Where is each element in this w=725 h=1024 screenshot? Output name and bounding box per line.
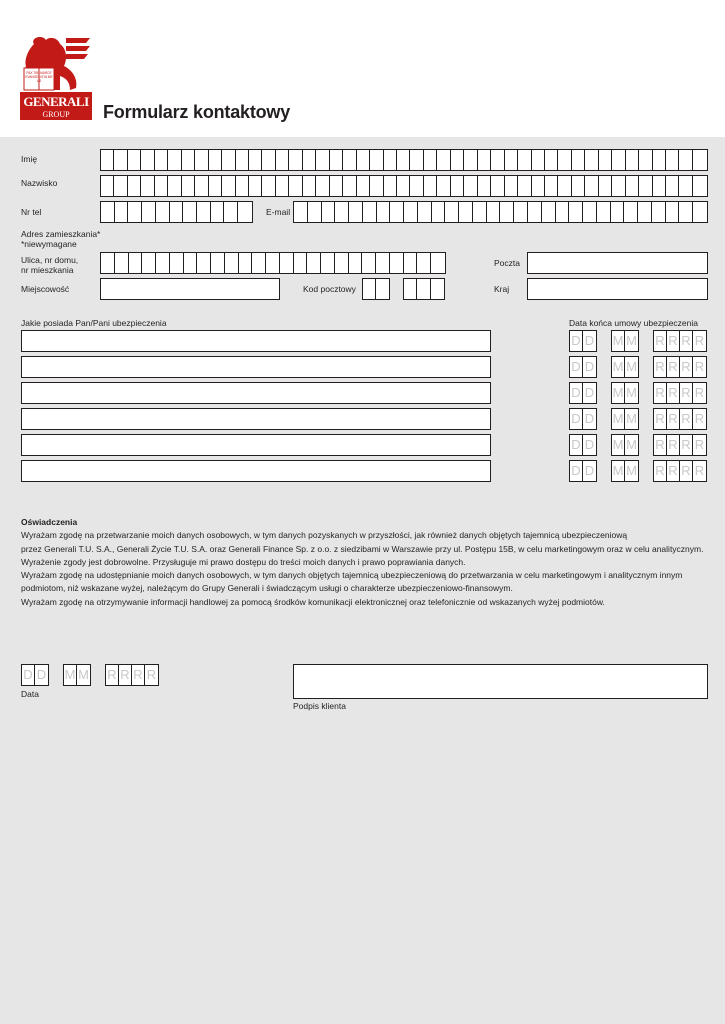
date-placeholder-char: M — [612, 383, 625, 403]
char-cell[interactable] — [343, 176, 356, 196]
char-cell[interactable] — [141, 150, 154, 170]
char-cell[interactable] — [500, 202, 514, 222]
char-cell[interactable] — [141, 176, 154, 196]
char-cell[interactable] — [585, 176, 598, 196]
brand-bar — [20, 92, 92, 120]
date-placeholder-char: R — [694, 333, 705, 348]
date-placeholder-char: M — [612, 331, 625, 351]
char-cell[interactable] — [612, 176, 625, 196]
char-cell[interactable] — [545, 150, 558, 170]
year-cells[interactable] — [653, 460, 707, 482]
date-placeholder-char: M — [626, 359, 637, 374]
char-cell[interactable] — [432, 202, 446, 222]
char-cell[interactable] — [410, 150, 423, 170]
lion-book-text: PAX TIBI MARCE EVANGELISTA MEUS — [25, 71, 53, 83]
date-placeholder-char: R — [654, 331, 667, 351]
char-cell[interactable] — [370, 176, 383, 196]
char-cell[interactable] — [114, 150, 127, 170]
char-cell[interactable] — [128, 202, 142, 222]
char-cell[interactable] — [410, 176, 423, 196]
char-cell[interactable] — [639, 150, 652, 170]
year-cells[interactable] — [653, 434, 707, 456]
char-cell[interactable] — [101, 176, 114, 196]
char-cell[interactable] — [487, 202, 501, 222]
char-cell[interactable] — [626, 176, 639, 196]
char-cell[interactable] — [556, 202, 570, 222]
char-cell[interactable] — [491, 176, 504, 196]
date-placeholder-char: M — [612, 409, 625, 429]
char-cell[interactable] — [238, 202, 252, 222]
char-cell[interactable] — [679, 176, 692, 196]
date-placeholder-char: D — [570, 357, 583, 377]
char-cell[interactable] — [384, 150, 397, 170]
char-cell[interactable] — [679, 202, 693, 222]
char-cell[interactable] — [182, 176, 195, 196]
char-cell[interactable] — [478, 150, 491, 170]
char-cell[interactable] — [308, 202, 322, 222]
char-cell[interactable] — [183, 202, 197, 222]
char-cell[interactable] — [128, 176, 141, 196]
char-cell[interactable] — [249, 176, 262, 196]
date-placeholder-char: D — [22, 665, 35, 685]
char-cell[interactable] — [518, 150, 531, 170]
char-cell[interactable] — [343, 150, 356, 170]
year-cells[interactable] — [653, 356, 707, 378]
insurance-input-2[interactable] — [21, 356, 491, 378]
char-cell[interactable] — [478, 176, 491, 196]
date-placeholder-char: R — [654, 435, 667, 455]
year-cells[interactable] — [653, 382, 707, 404]
char-cell[interactable] — [424, 176, 437, 196]
street-label-line2: nr mieszkania — [21, 265, 74, 275]
date-placeholder-char: R — [654, 357, 667, 377]
date-placeholder-char: R — [667, 461, 680, 481]
char-cell[interactable] — [612, 150, 625, 170]
date-placeholder-char: R — [680, 331, 693, 351]
date-placeholder-char: D — [584, 385, 595, 400]
contract-end-date-6[interactable] — [569, 460, 707, 482]
char-cell[interactable] — [585, 150, 598, 170]
char-cell[interactable] — [321, 253, 335, 273]
char-cell[interactable] — [653, 176, 666, 196]
day-cells[interactable] — [569, 408, 597, 430]
date-placeholder-char: R — [146, 667, 157, 682]
char-cell[interactable] — [376, 279, 389, 299]
char-cell[interactable] — [424, 150, 437, 170]
char-cell[interactable] — [390, 253, 404, 273]
char-cell[interactable] — [532, 150, 545, 170]
char-cell[interactable] — [572, 176, 585, 196]
date-placeholder-char: D — [584, 411, 595, 426]
char-cell[interactable] — [505, 150, 518, 170]
day-cells[interactable] — [569, 382, 597, 404]
char-cell[interactable] — [195, 150, 208, 170]
date-placeholder-char: R — [667, 331, 680, 351]
date-placeholder-char: M — [626, 385, 637, 400]
char-cell[interactable] — [349, 202, 363, 222]
char-cell[interactable] — [473, 202, 487, 222]
declaration-line: Wyrażam zgodę na przetwarzanie moich danych osobowych, w tym danych pozyskanych w przyszłości, jak również danych objętych tajemnicą ubezpieczeniową — [21, 530, 628, 541]
contract-end-label: Data końca umowy ubezpieczenia — [569, 318, 698, 328]
declarations-heading: Oświadczenia — [21, 517, 78, 527]
char-cell[interactable] — [542, 202, 556, 222]
char-cell[interactable] — [363, 202, 377, 222]
country-input[interactable] — [527, 278, 708, 300]
city-label: Miejscowość — [21, 284, 70, 294]
date-placeholder-char: M — [78, 667, 89, 682]
char-cell[interactable] — [464, 150, 477, 170]
char-cell[interactable] — [611, 202, 625, 222]
char-cell[interactable] — [437, 150, 450, 170]
date-placeholder-char: D — [584, 359, 595, 374]
char-cell[interactable] — [225, 253, 239, 273]
char-cell[interactable] — [168, 150, 181, 170]
insurance-input-6[interactable] — [21, 460, 491, 482]
char-cell[interactable] — [316, 176, 329, 196]
date-placeholder-char: R — [119, 665, 132, 685]
date-placeholder-char: R — [654, 383, 667, 403]
char-cell[interactable] — [626, 150, 639, 170]
address-label: Adres zamieszkania* — [21, 229, 101, 239]
date-placeholder-char: D — [36, 667, 47, 682]
optional-note: *niewymagane — [21, 239, 77, 249]
postal-code-second-input[interactable] — [403, 278, 445, 300]
year-cells[interactable] — [653, 408, 707, 430]
char-cell[interactable] — [370, 150, 383, 170]
month-cells[interactable] — [611, 330, 639, 352]
country-label: Kraj — [494, 284, 510, 294]
char-cell[interactable] — [211, 253, 225, 273]
char-cell[interactable] — [224, 202, 238, 222]
date-placeholder-char: R — [680, 409, 693, 429]
date-placeholder-char: D — [584, 437, 595, 452]
char-cell[interactable] — [357, 150, 370, 170]
char-cell[interactable] — [514, 202, 528, 222]
char-cell[interactable] — [197, 253, 211, 273]
char-cell[interactable] — [142, 253, 156, 273]
char-cell[interactable] — [445, 202, 459, 222]
char-cell[interactable] — [294, 202, 308, 222]
date-placeholder-char: R — [654, 409, 667, 429]
char-cell[interactable] — [142, 202, 156, 222]
brand-name: GENERALI — [23, 94, 89, 109]
char-cell[interactable] — [491, 150, 504, 170]
street-label-line1: Ulica, nr domu, — [21, 255, 79, 265]
date-placeholder-char: M — [626, 463, 637, 478]
declaration-line: przez Generali T.U. S.A., Generali Życie T.U. S.A. oraz Generali Finance Sp. z o.o. z siedzibami w Warszawie przy ul. Postępu 15B, w celu marketingowym oraz w celu analitycznym. — [21, 543, 704, 554]
date-placeholder-char: D — [570, 435, 583, 455]
date-placeholder-char: R — [694, 437, 705, 452]
char-cell[interactable] — [679, 150, 692, 170]
char-cell[interactable] — [599, 176, 612, 196]
last-name-label: Nazwisko — [21, 178, 58, 188]
char-cell[interactable] — [397, 176, 410, 196]
char-cell[interactable] — [101, 202, 115, 222]
char-cell[interactable] — [222, 176, 235, 196]
char-cell[interactable] — [693, 202, 707, 222]
char-cell[interactable] — [376, 253, 390, 273]
insurances-label: Jakie posiada Pan/Pani ubezpieczenia — [21, 318, 167, 328]
day-cells[interactable] — [569, 434, 597, 456]
char-cell[interactable] — [558, 150, 571, 170]
char-cell[interactable] — [377, 202, 391, 222]
char-cell[interactable] — [599, 150, 612, 170]
generali-logo — [20, 34, 92, 120]
char-cell[interactable] — [211, 202, 225, 222]
char-cell[interactable] — [558, 176, 571, 196]
month-cells[interactable] — [611, 382, 639, 404]
day-cells[interactable] — [569, 356, 597, 378]
char-cell[interactable] — [417, 279, 430, 299]
char-cell[interactable] — [236, 150, 249, 170]
day-cells[interactable] — [569, 460, 597, 482]
post-office-label: Poczta — [494, 258, 520, 268]
char-cell[interactable] — [276, 176, 289, 196]
email-input[interactable] — [293, 201, 708, 223]
char-cell[interactable] — [168, 176, 181, 196]
char-cell[interactable] — [431, 279, 444, 299]
insurance-input-1[interactable] — [21, 330, 491, 352]
char-cell[interactable] — [209, 176, 222, 196]
char-cell[interactable] — [545, 176, 558, 196]
char-cell[interactable] — [451, 150, 464, 170]
declaration-line: Wyrażam zgodę na otrzymywanie informacji handlowej za pomocą środków komunikacji elektronicznej oraz telefonicznie od wskazanych wyżej podmiotów. — [21, 596, 605, 607]
char-cell[interactable] — [316, 150, 329, 170]
char-cell[interactable] — [115, 253, 129, 273]
date-placeholder-char: R — [667, 409, 680, 429]
char-cell[interactable] — [156, 202, 170, 222]
char-cell[interactable] — [418, 202, 432, 222]
char-cell[interactable] — [303, 150, 316, 170]
char-cell[interactable] — [330, 176, 343, 196]
char-cell[interactable] — [390, 202, 404, 222]
char-cell[interactable] — [451, 176, 464, 196]
insurance-input-4[interactable] — [21, 408, 491, 430]
signature-label: Podpis klienta — [293, 701, 346, 711]
brand-group: GROUP — [42, 110, 70, 119]
char-cell[interactable] — [262, 150, 275, 170]
date-placeholder-char: M — [612, 435, 625, 455]
char-cell[interactable] — [652, 202, 666, 222]
char-cell[interactable] — [349, 253, 363, 273]
char-cell[interactable] — [532, 176, 545, 196]
insurance-input-5[interactable] — [21, 434, 491, 456]
contract-end-date-3[interactable] — [569, 382, 707, 404]
char-cell[interactable] — [639, 176, 652, 196]
date-placeholder-char: M — [612, 357, 625, 377]
char-cell[interactable] — [653, 150, 666, 170]
char-cell[interactable] — [437, 176, 450, 196]
date-placeholder-char: D — [584, 463, 595, 478]
char-cell[interactable] — [362, 253, 376, 273]
char-cell[interactable] — [666, 150, 679, 170]
first-name-input[interactable] — [100, 149, 708, 171]
char-cell[interactable] — [115, 202, 129, 222]
date-placeholder-char: R — [654, 461, 667, 481]
char-cell[interactable] — [505, 176, 518, 196]
char-cell[interactable] — [236, 176, 249, 196]
signature-field[interactable] — [293, 664, 708, 699]
declaration-line: Wyrażam zgodę na udostępnianie moich danych osobowych, w tym danych objętych tajemnicą ubezpieczeniową do przetwarzania w celu marketingowym i analitycznym innym — [21, 570, 683, 581]
char-cell[interactable] — [307, 253, 321, 273]
char-cell[interactable] — [294, 253, 308, 273]
postal-code-first-input[interactable] — [362, 278, 390, 300]
declaration-line: Wyrażenie zgody jest dobrowolne. Przysługuje mi prawo dostępu do treści moich danych i prawo poprawiania danych. — [21, 556, 466, 567]
last-name-input[interactable] — [100, 175, 708, 197]
char-cell[interactable] — [638, 202, 652, 222]
char-cell[interactable] — [404, 279, 417, 299]
phone-label: Nr tel — [21, 207, 42, 217]
date-placeholder-char: R — [680, 383, 693, 403]
contract-end-date-2[interactable] — [569, 356, 707, 378]
char-cell[interactable] — [239, 253, 253, 273]
char-cell[interactable] — [303, 176, 316, 196]
page-title: Formularz kontaktowy — [103, 102, 291, 122]
char-cell[interactable] — [155, 176, 168, 196]
post-office-input[interactable] — [527, 252, 708, 274]
char-cell[interactable] — [249, 150, 262, 170]
char-cell[interactable] — [404, 202, 418, 222]
char-cell[interactable] — [666, 202, 680, 222]
signing-date[interactable] — [21, 664, 159, 686]
char-cell[interactable] — [693, 150, 706, 170]
char-cell[interactable] — [280, 253, 294, 273]
char-cell[interactable] — [101, 150, 114, 170]
char-cell[interactable] — [431, 253, 445, 273]
char-cell[interactable] — [262, 176, 275, 196]
char-cell[interactable] — [357, 176, 370, 196]
char-cell[interactable] — [693, 176, 706, 196]
char-cell[interactable] — [597, 202, 611, 222]
char-cell[interactable] — [289, 176, 302, 196]
year-cells[interactable] — [653, 330, 707, 352]
char-cell[interactable] — [397, 150, 410, 170]
char-cell[interactable] — [335, 202, 349, 222]
date-placeholder-char: D — [570, 383, 583, 403]
insurance-input-3[interactable] — [21, 382, 491, 404]
date-placeholder-char: R — [667, 357, 680, 377]
char-cell[interactable] — [266, 253, 280, 273]
date-placeholder-char: D — [570, 461, 583, 481]
year-cells[interactable] — [105, 664, 159, 686]
contract-end-date-4[interactable] — [569, 408, 707, 430]
month-cells[interactable] — [611, 460, 639, 482]
date-placeholder-char: R — [667, 435, 680, 455]
date-placeholder-char: D — [570, 409, 583, 429]
date-placeholder-char: M — [612, 461, 625, 481]
char-cell[interactable] — [170, 253, 184, 273]
date-placeholder-char: M — [626, 411, 637, 426]
phone-input[interactable] — [100, 201, 253, 223]
date-placeholder-char: D — [570, 331, 583, 351]
date-placeholder-char: R — [680, 357, 693, 377]
char-cell[interactable] — [322, 202, 336, 222]
postal-code-label: Kod pocztowy — [303, 284, 356, 294]
char-cell[interactable] — [569, 202, 583, 222]
char-cell[interactable] — [518, 176, 531, 196]
date-label: Data — [21, 689, 39, 699]
char-cell[interactable] — [128, 150, 141, 170]
char-cell[interactable] — [528, 202, 542, 222]
date-placeholder-char: M — [626, 333, 637, 348]
char-cell[interactable] — [170, 202, 184, 222]
email-label: E-mail — [266, 207, 291, 217]
date-placeholder-char: D — [584, 333, 595, 348]
day-cells[interactable] — [21, 664, 49, 686]
char-cell[interactable] — [289, 150, 302, 170]
date-placeholder-char: R — [667, 383, 680, 403]
char-cell[interactable] — [330, 150, 343, 170]
date-placeholder-char: R — [680, 435, 693, 455]
month-cells[interactable] — [611, 356, 639, 378]
char-cell[interactable] — [222, 150, 235, 170]
char-cell[interactable] — [276, 150, 289, 170]
date-placeholder-char: R — [694, 385, 705, 400]
day-cells[interactable] — [569, 330, 597, 352]
char-cell[interactable] — [363, 279, 376, 299]
month-cells[interactable] — [611, 408, 639, 430]
char-cell[interactable] — [197, 202, 211, 222]
contract-end-date-1[interactable] — [569, 330, 707, 352]
char-cell[interactable] — [583, 202, 597, 222]
declaration-line: podmiotom, niż wskazane wyżej, należącym do Grupy Generali i świadczącym usługi o charakterze ubezpieczeniowo-finansowym. — [21, 583, 513, 594]
date-placeholder-char: R — [694, 463, 705, 478]
char-cell[interactable] — [182, 150, 195, 170]
date-placeholder-char: R — [132, 665, 145, 685]
char-cell[interactable] — [195, 176, 208, 196]
month-cells[interactable] — [611, 434, 639, 456]
char-cell[interactable] — [384, 176, 397, 196]
first-name-label: Imię — [21, 154, 38, 164]
char-cell[interactable] — [156, 253, 170, 273]
date-placeholder-char: R — [680, 461, 693, 481]
contract-end-date-5[interactable] — [569, 434, 707, 456]
city-input[interactable] — [100, 278, 280, 300]
char-cell[interactable] — [666, 176, 679, 196]
street-input[interactable] — [100, 252, 446, 274]
char-cell[interactable] — [404, 253, 418, 273]
char-cell[interactable] — [417, 253, 431, 273]
char-cell[interactable] — [335, 253, 349, 273]
char-cell[interactable] — [464, 176, 477, 196]
date-placeholder-char: M — [626, 437, 637, 452]
char-cell[interactable] — [155, 150, 168, 170]
char-cell[interactable] — [572, 150, 585, 170]
char-cell[interactable] — [252, 253, 266, 273]
month-cells[interactable] — [63, 664, 91, 686]
char-cell[interactable] — [129, 253, 143, 273]
char-cell[interactable] — [184, 253, 198, 273]
date-placeholder-char: R — [694, 411, 705, 426]
char-cell[interactable] — [624, 202, 638, 222]
char-cell[interactable] — [114, 176, 127, 196]
date-placeholder-char: R — [694, 359, 705, 374]
char-cell[interactable] — [459, 202, 473, 222]
date-placeholder-char: M — [64, 665, 77, 685]
char-cell[interactable] — [101, 253, 115, 273]
declarations — [21, 516, 711, 609]
char-cell[interactable] — [209, 150, 222, 170]
date-placeholder-char: R — [106, 665, 119, 685]
